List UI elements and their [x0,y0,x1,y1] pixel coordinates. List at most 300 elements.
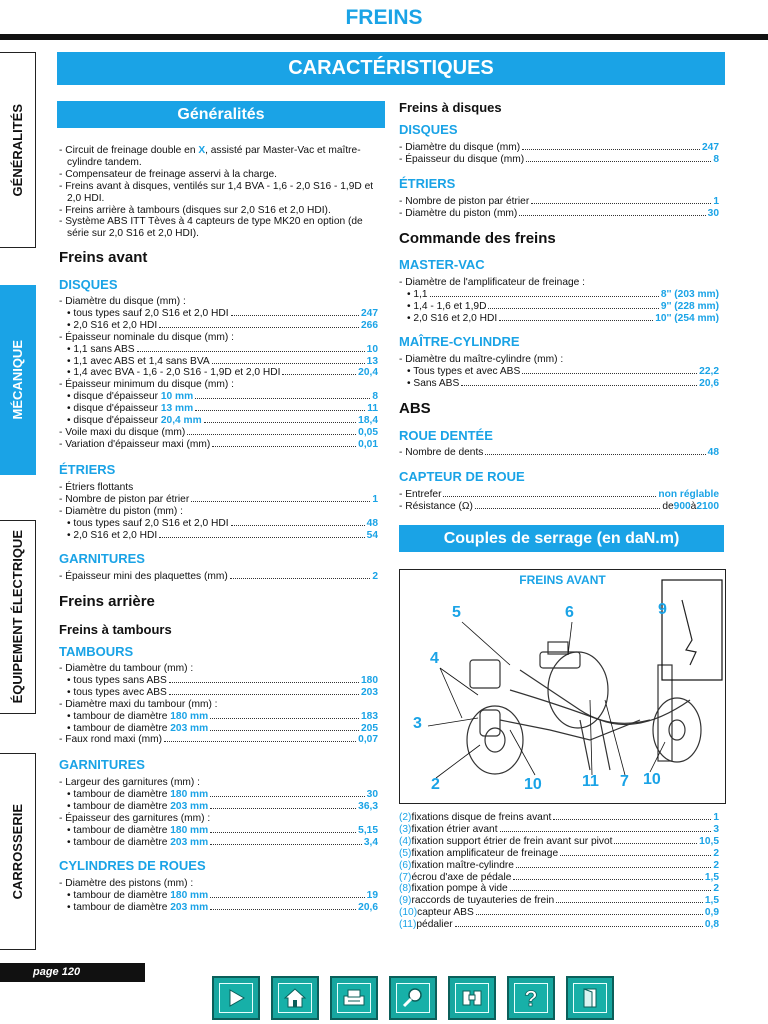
legend-number: (11) [399,919,417,931]
spec-value: 36,3 [358,800,378,812]
spec-value: 247 [361,307,378,319]
garnitures-heading: GARNITURES [59,551,145,566]
spec-value: 18,4 [358,415,378,427]
spec-value: 54 [366,529,378,541]
spec-label: - Diamètre du disque (mm) [399,142,521,153]
spec-label: • tambour de diamètre 180 mm [67,710,209,722]
spec-label: • tous types sauf 2,0 S16 et 2,0 HDI [67,307,229,319]
legend-label: fixation amplificateur de freinage [411,847,559,859]
spec-label: - Diamètre maxi du tambour (mm) : [59,698,218,710]
legend-number: (5) [399,847,412,859]
leader-dots [476,913,703,915]
legend-row [399,907,719,919]
leader-dots [210,729,359,731]
leader-dots [475,507,660,509]
spec-value: 20,6 [358,901,378,913]
spec-label: - Épaisseur mini des plaquettes (mm) [59,571,228,582]
spec-row [399,313,719,325]
print-icon [337,983,371,1013]
item-text: , assisté par Master-Vac et maître-cylindre tandem. [67,145,361,168]
spec-row [399,142,719,154]
spec-row [59,403,378,415]
spec-row [399,301,719,313]
tambours-specs [59,663,378,746]
spec-value: 3,4 [363,836,378,848]
spec-row [59,890,378,902]
spec-highlight: 203 mm [170,836,209,848]
legend-number: (10) [399,907,418,919]
svg-text:?: ? [524,986,538,1010]
generalites-item [59,216,385,240]
spec-label: • 1,1 [407,288,428,300]
leader-dots [519,214,705,216]
spec-row [59,415,378,427]
spec-row [59,878,378,890]
leader-dots [443,495,656,497]
spec-label: • tambour de diamètre 180 mm [67,788,209,800]
disques-heading: DISQUES [59,277,118,292]
spec-value: 8 [372,391,378,403]
mastervac-specs [399,277,719,325]
leader-dots [500,830,712,832]
etriers-arriere-heading: ÉTRIERS [399,176,456,191]
maitre-cylindre-specs [399,354,719,390]
legend-value: 0,8 [704,919,719,931]
legend-value: 1,5 [704,871,719,883]
legend-row [399,883,719,895]
callout-2: 2 [431,776,440,793]
spec-highlight: 203 mm [170,722,209,734]
spec-label: • tambour de diamètre 203 mm [67,901,209,913]
leader-dots [159,326,359,328]
legend-row [399,812,719,824]
legend-row [399,824,719,836]
spec-label: • 1,4 avec BVA - 1,6 - 2,0 S16 - 1,9D et 2,0 HDI [67,367,281,379]
leader-dots [195,397,370,399]
freins-arriere-heading: Freins arrière [59,593,155,610]
spec-sep: à [690,500,697,512]
spec-row [59,825,378,837]
legend-label: pédalier [416,919,453,931]
tambours-heading: TAMBOURS [59,644,134,659]
legend-row [399,895,719,907]
spec-value: 0,01 [358,438,378,450]
spec-value: 180 [361,674,378,686]
spec-highlight: 10 mm [160,391,194,403]
help-icon [514,983,548,1013]
generalites-item [59,145,385,169]
spec-label: - Entrefer [399,489,442,500]
spec-label: - Épaisseur minimum du disque (mm) : [59,379,234,391]
spec-value: 8 [713,153,719,165]
spec-value: 48 [366,517,378,529]
spec-row [59,439,378,451]
generalites-item [59,169,385,181]
spec-row [59,663,378,675]
spec-label: • 2,0 S16 et 2,0 HDI [407,312,498,324]
leader-dots [560,854,711,856]
spec-row [59,427,378,439]
spec-label: • 2,0 S16 et 2,0 HDI [67,529,158,541]
leader-dots [212,445,356,447]
help-button[interactable] [507,976,555,1020]
cylindres-heading: CYLINDRES DE ROUES [59,858,206,873]
spec-value: 13 [366,355,378,367]
spec-label: - Diamètre du disque (mm) : [59,296,186,307]
spec-highlight: 180 mm [170,824,209,836]
spec-label: • tambour de diamètre 203 mm [67,800,209,812]
tab-carrosserie[interactable] [0,753,36,950]
spec-value: 20,4 [358,367,378,379]
etriers-specs [59,482,378,542]
spec-label: - Nombre de dents [399,447,484,458]
spec-row [59,482,378,494]
callout-10b: 10 [643,771,661,788]
spec-label: - Faux rond maxi (mm) [59,734,163,746]
legend-value: 1,5 [704,895,719,907]
spec-value: 205 [361,722,378,734]
spec-row [399,289,719,301]
spec-value: 266 [361,319,378,331]
tab-label: ÉQUIPEMENT ÉLECTRIQUE [10,530,25,704]
legend-row [399,872,719,884]
spec-value: 10'' (254 mm) [655,312,719,324]
spec-label: • Sans ABS [407,377,460,389]
exit-button[interactable] [566,976,614,1020]
legend-number: (7) [399,871,412,883]
spec-row [59,367,378,379]
spec-row [399,501,719,513]
spec-row [59,506,378,518]
spec-highlight: 203 mm [170,800,209,812]
legend-row [399,919,719,931]
garnitures-arriere-specs [59,777,378,848]
spec-label: - Voile maxi du disque (mm) [59,426,186,438]
spec-value: 1 [372,493,378,505]
spec-label: • disque d'épaisseur 20,4 mm [67,415,202,427]
exit-icon [573,983,607,1013]
spec-prefix: de [662,500,674,512]
spec-value: 203 [361,686,378,698]
spec-value: 48 [707,447,719,458]
tab-label: GÉNÉRALITÉS [10,103,25,197]
spec-label: - Étriers flottants [59,482,134,493]
spec-row [59,320,378,332]
generalites-heading: Généralités [57,101,385,128]
spec-value: 5,15 [358,824,378,836]
leader-dots [210,843,362,845]
leader-dots [169,681,359,683]
leader-dots [282,373,356,375]
maitre-cylindre-heading: MAÎTRE-CYLINDRE [399,334,520,349]
torque-legend [399,812,719,931]
item-text: - Circuit de freinage double en [59,145,199,156]
spec-label: - Épaisseur des garnitures (mm) : [59,812,211,824]
tab-label: MÉCANIQUE [10,340,25,420]
spec-row [59,356,378,368]
spec-label: • tous types avec ABS [67,686,167,698]
callout-6: 6 [565,604,574,621]
callout-7: 7 [620,773,629,790]
legend-value: 1 [713,812,719,823]
spec-value: 247 [702,142,719,153]
spec-value: 30 [366,788,378,800]
spec-row [59,734,378,746]
capteur-specs [399,489,719,513]
disques-specs [59,296,378,451]
spec-row [399,366,719,378]
spec-row [59,675,378,687]
legend-value: 2 [713,847,719,859]
spec-row [59,687,378,699]
disques-arriere-heading: DISQUES [399,122,458,137]
spec-value: 2 [372,571,378,582]
legend-number: (3) [399,823,412,835]
abs-heading: ABS [399,400,431,417]
spec-row [399,489,719,501]
spec-row [399,196,719,208]
leader-dots [212,362,365,364]
item-text: - Freins arrière à tambours (disques sur 2,0 S16 et 2,0 HDI). [59,204,331,216]
next-button[interactable] [212,976,260,1020]
leader-dots [556,901,703,903]
leader-dots [553,818,711,820]
spec-highlight: 180 mm [170,788,209,800]
spec-row [59,308,378,320]
callout-4: 4 [430,650,439,667]
legend-number: (9) [399,895,412,907]
legend-value: 0,9 [704,907,719,919]
spec-row [59,723,378,735]
search-icon [396,983,430,1013]
spec-label: • Tous types et avec ABS [407,365,521,377]
spec-label: - Variation d'épaisseur maxi (mm) [59,438,211,450]
spec-row [59,379,378,391]
leader-dots [522,372,697,374]
home-icon [278,983,312,1013]
leader-dots [461,384,697,386]
spec-highlight: 180 mm [170,710,209,722]
spec-value: 20,6 [699,377,719,389]
spec-value: 9'' (228 mm) [660,300,719,312]
spec-row [59,902,378,914]
leader-dots [164,740,356,742]
spec-value: 8'' (203 mm) [660,288,719,300]
section-banner: CARACTÉRISTIQUES [57,52,725,85]
spec-label: - Diamètre du maître-cylindre (mm) : [399,354,564,365]
leader-dots [210,717,359,719]
spec-row [399,447,719,459]
generalites-item [59,181,385,205]
spec-row [59,813,378,825]
binoculars-button[interactable] [448,976,496,1020]
leader-dots [510,889,712,891]
page-title: FREINS [345,6,423,29]
freins-tambours-heading: Freins à tambours [59,622,172,637]
legend-number: (8) [399,883,412,895]
tab-mecanique[interactable] [0,285,36,475]
leader-dots [230,577,371,579]
leader-dots [499,319,653,321]
legend-number: (6) [399,859,412,871]
spec-label: • tous types sauf 2,0 S16 et 2,0 HDI [67,517,229,529]
legend-number: (2) [399,812,412,823]
spec-label: • tambour de diamètre 203 mm [67,836,209,848]
spec-row [59,391,378,403]
legend-label: fixations disque de freins avant [411,812,552,823]
legend-label: fixation support étrier de frein avant sur pivot [411,835,613,847]
legend-label: raccords de tuyauteries de frein [411,895,555,907]
item-text: - Freins avant à disques, ventilés sur 1,4 BVA - 1,6 - 2,0 S16 - 1,9D et 2,0 HDI. [59,180,374,204]
legend-value: 10,5 [699,835,719,847]
spec-value: non réglable [658,489,719,500]
spec-label: • 2,0 S16 et 2,0 HDI [67,319,158,331]
spec-label: - Diamètre du piston (mm) : [59,505,183,517]
callout-9: 9 [658,601,667,618]
spec-value: 0,05 [358,426,378,438]
spec-value: 11 [367,403,378,415]
spec-value: 0,07 [358,734,378,746]
spec-row [59,344,378,356]
legend-value: 3 [713,823,719,835]
leader-dots [485,453,705,455]
leader-dots [169,693,359,695]
spec-row [399,277,719,289]
leader-dots [210,831,356,833]
legend-row [399,836,719,848]
legend-label: capteur ABS [417,907,474,919]
spec-row [399,378,719,390]
leader-dots [488,307,658,309]
spec-label: • tous types sans ABS [67,674,167,686]
leader-dots [231,314,359,316]
spec-row [59,296,378,308]
brake-diagram [399,569,726,804]
roue-dentee-specs [399,447,719,459]
brake-illustration [400,570,725,803]
figure-title: FREINS AVANT [519,573,606,587]
roue-dentee-heading: ROUE DENTÉE [399,428,493,443]
spec-label: - Largeur des garnitures (mm) : [59,777,200,788]
couples-heading: Couples de serrage (en daN.m) [399,525,724,552]
spec-highlight: 20,4 mm [160,415,202,427]
search-button[interactable] [389,976,437,1020]
spec-label: • 1,1 avec ABS et 1,4 sans BVA [67,355,210,367]
spec-highlight: 13 mm [160,403,194,415]
spec-row [59,518,378,530]
leader-dots [137,350,365,352]
spec-label: - Résistance (Ω) [399,500,473,512]
spec-highlight: 203 mm [170,901,209,913]
spec-label: - Nombre de piston par étrier [399,196,530,207]
generalites-item [59,205,385,217]
garnitures-arriere-heading: GARNITURES [59,757,145,772]
legend-row [399,848,719,860]
callout-10: 10 [524,776,542,793]
legend-label: fixation pompe à vide [411,883,508,895]
tab-equipement-electrique[interactable] [0,520,36,714]
tab-generalites[interactable] [0,52,36,248]
leader-dots [210,807,356,809]
item-text: - Compensateur de freinage asservi à la charge. [59,168,278,180]
header-rule [0,34,768,40]
spec-label: - Diamètre des pistons (mm) : [59,878,194,889]
callout-5: 5 [452,604,461,621]
garnitures-specs [59,571,378,583]
spec-label: - Nombre de piston par étrier [59,493,190,505]
legend-label: écrou d'axe de pédale [411,871,512,883]
spec-row [59,494,378,506]
legend-row [399,860,719,872]
legend-value: 2 [713,883,719,895]
highlight-text: X [198,145,206,156]
leader-dots [513,878,702,880]
generalites-list [59,145,385,240]
spec-label: • 1,4 - 1,6 et 1,9D [407,300,487,312]
spec-value: 30 [707,207,719,219]
spec-row [59,837,378,849]
spec-label: • disque d'épaisseur 10 mm [67,391,194,403]
leader-dots [210,795,364,797]
spec-value: 1 [713,196,719,207]
leader-dots [531,202,711,204]
spec-row [59,332,378,344]
legend-label: fixation étrier avant [411,823,498,835]
play-icon [219,983,253,1013]
leader-dots [187,433,356,435]
spec-row [59,699,378,711]
etriers-arriere-specs [399,196,719,220]
spec-row [399,154,719,166]
leader-dots [159,536,364,538]
tab-label: CARROSSERIE [10,803,25,900]
spec-label: - Diamètre de l'amplificateur de freinage : [399,277,585,288]
etriers-heading: ÉTRIERS [59,462,116,477]
spec-row [59,711,378,723]
legend-value: 2 [713,859,719,871]
spec-value: 183 [361,710,378,722]
spec-row [399,354,719,366]
home-button[interactable] [271,976,319,1020]
leader-dots [191,500,370,502]
callout-3: 3 [413,715,422,732]
spec-value: 19 [366,889,378,901]
spec-label: - Diamètre du piston (mm) [399,207,518,219]
spec-label: - Épaisseur nominale du disque (mm) : [59,331,234,343]
spec-label: • tambour de diamètre 180 mm [67,889,209,901]
spec-row [59,571,378,583]
spec-highlight: 180 mm [170,889,209,901]
leader-dots [195,409,365,411]
capteur-heading: CAPTEUR DE ROUE [399,469,525,484]
spec-value-max: 2100 [696,500,719,512]
spec-label: - Épaisseur du disque (mm) [399,153,525,165]
freins-disques-heading: Freins à disques [399,100,502,115]
binoculars-icon [455,983,489,1013]
mastervac-heading: MASTER-VAC [399,257,485,272]
legend-label: fixation maître-cylindre [411,859,514,871]
disques-arriere-specs [399,142,719,166]
spec-label: • 1,1 sans ABS [67,343,135,355]
leader-dots [204,421,357,423]
leader-dots [455,925,703,927]
spec-value-min: 900 [673,500,691,512]
print-button[interactable] [330,976,378,1020]
spec-row [59,789,378,801]
leader-dots [430,295,659,297]
spec-label: • tambour de diamètre 203 mm [67,722,209,734]
leader-dots [210,896,364,898]
